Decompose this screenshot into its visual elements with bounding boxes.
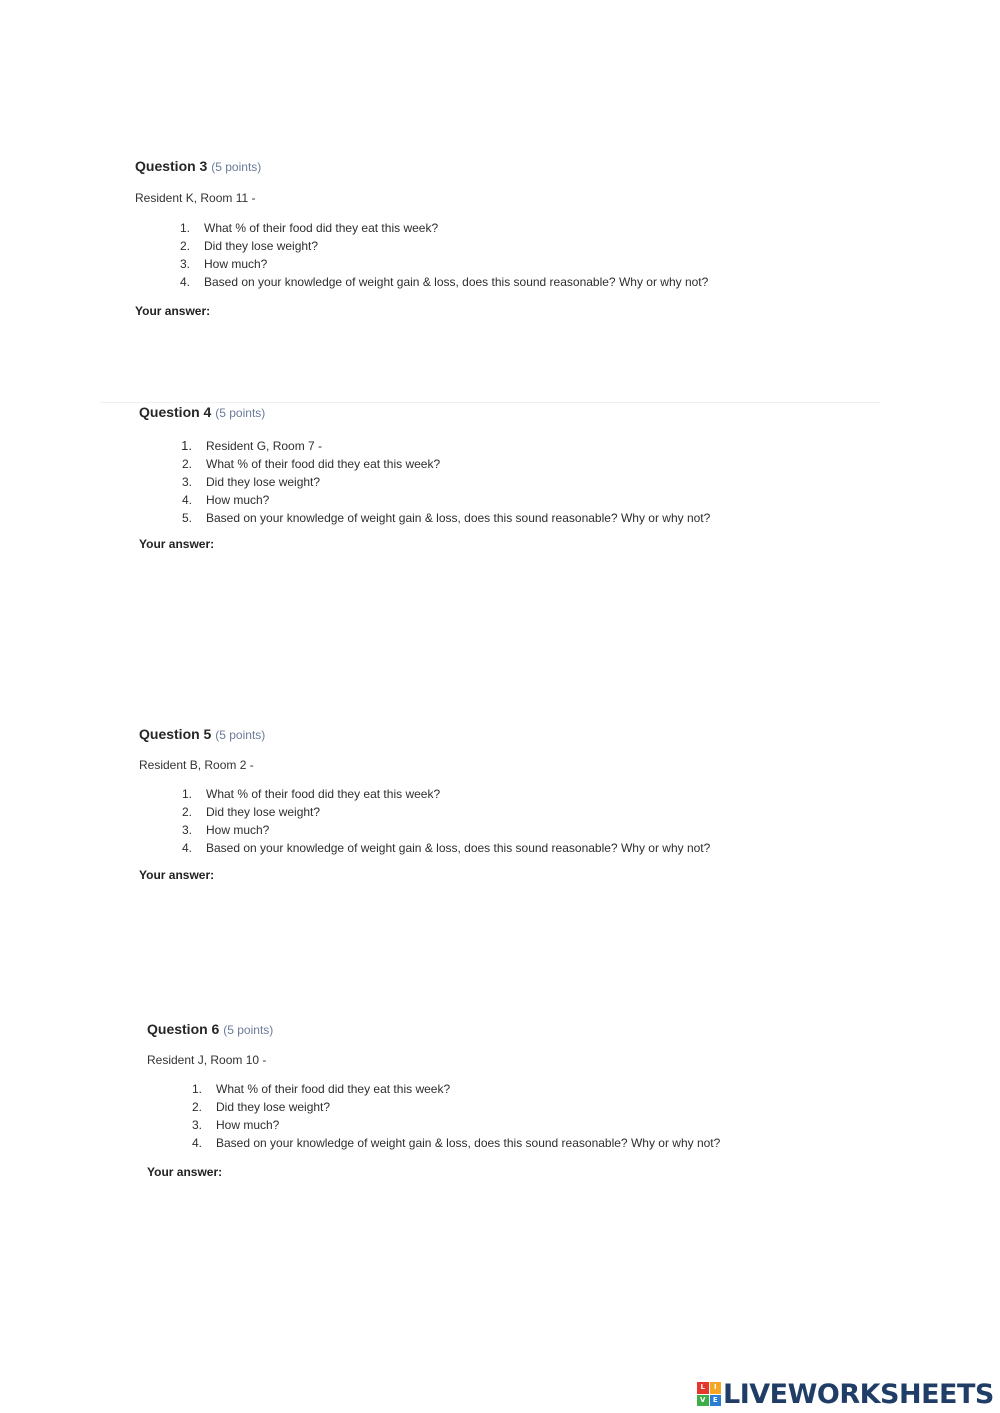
list-item: 3. How much? — [191, 1118, 280, 1132]
logo-letter: L — [697, 1382, 709, 1394]
question-title: Question 4 (5 points) — [139, 404, 266, 420]
list-item: 2. Did they lose weight? — [191, 1100, 331, 1114]
question-points: (5 points) — [223, 1023, 274, 1037]
list-item: 3. How much? — [181, 823, 270, 837]
list-item: 1. What % of their food did they eat this week? — [181, 787, 441, 801]
resident-label: Resident J, Room 10 - — [147, 1053, 267, 1067]
list-item: 1. What % of their food did they eat this week? — [179, 221, 439, 235]
list-item: 3. Did they lose weight? — [181, 475, 321, 489]
answer-label: Your answer: — [139, 868, 215, 882]
question-list — [166, 437, 710, 527]
answer-label: Your answer: — [135, 304, 211, 318]
answer-label: Your answer: — [139, 537, 215, 551]
question-title: Question 5 (5 points) — [139, 726, 266, 742]
list-item: 4. Based on your knowledge of weight gain & loss, does this sound reasonable? Why or why not? — [181, 841, 711, 855]
list-item: 1. What % of their food did they eat this week? — [191, 1082, 451, 1096]
logo-letter: I — [710, 1382, 722, 1394]
brand-wordmark: LIVEWORKSHEETS — [723, 1378, 994, 1410]
list-item: 2. Did they lose weight? — [179, 239, 319, 253]
question-title: Question 3 (5 points) — [135, 158, 262, 174]
list-item: 4. Based on your knowledge of weight gain & loss, does this sound reasonable? Why or why not? — [191, 1136, 721, 1150]
list-item: 4. How much? — [181, 493, 270, 507]
liveworksheets-brand — [697, 1380, 994, 1408]
list-item: 1. Resident G, Room 7 - — [181, 438, 323, 453]
resident-label: Resident K, Room 11 - — [135, 191, 256, 205]
question-points: (5 points) — [211, 160, 262, 174]
question-points: (5 points) — [215, 728, 266, 742]
question-list — [166, 785, 710, 857]
divider — [100, 402, 880, 403]
list-item: 5. Based on your knowledge of weight gain & loss, does this sound reasonable? Why or why not? — [181, 511, 711, 525]
list-item: 4. Based on your knowledge of weight gain & loss, does this sound reasonable? Why or why not? — [179, 275, 709, 289]
logo-letter: V — [697, 1395, 709, 1407]
list-item: 3. How much? — [179, 257, 268, 271]
question-list — [164, 219, 708, 291]
list-item: 2. What % of their food did they eat this week? — [181, 457, 441, 471]
question-list — [176, 1080, 720, 1152]
liveworksheets-logo-icon — [697, 1382, 721, 1406]
question-points: (5 points) — [215, 406, 266, 420]
logo-letter: E — [710, 1395, 722, 1407]
question-title: Question 6 (5 points) — [147, 1021, 274, 1037]
resident-label: Resident B, Room 2 - — [139, 758, 254, 772]
answer-label: Your answer: — [147, 1165, 223, 1179]
list-item: 2. Did they lose weight? — [181, 805, 321, 819]
